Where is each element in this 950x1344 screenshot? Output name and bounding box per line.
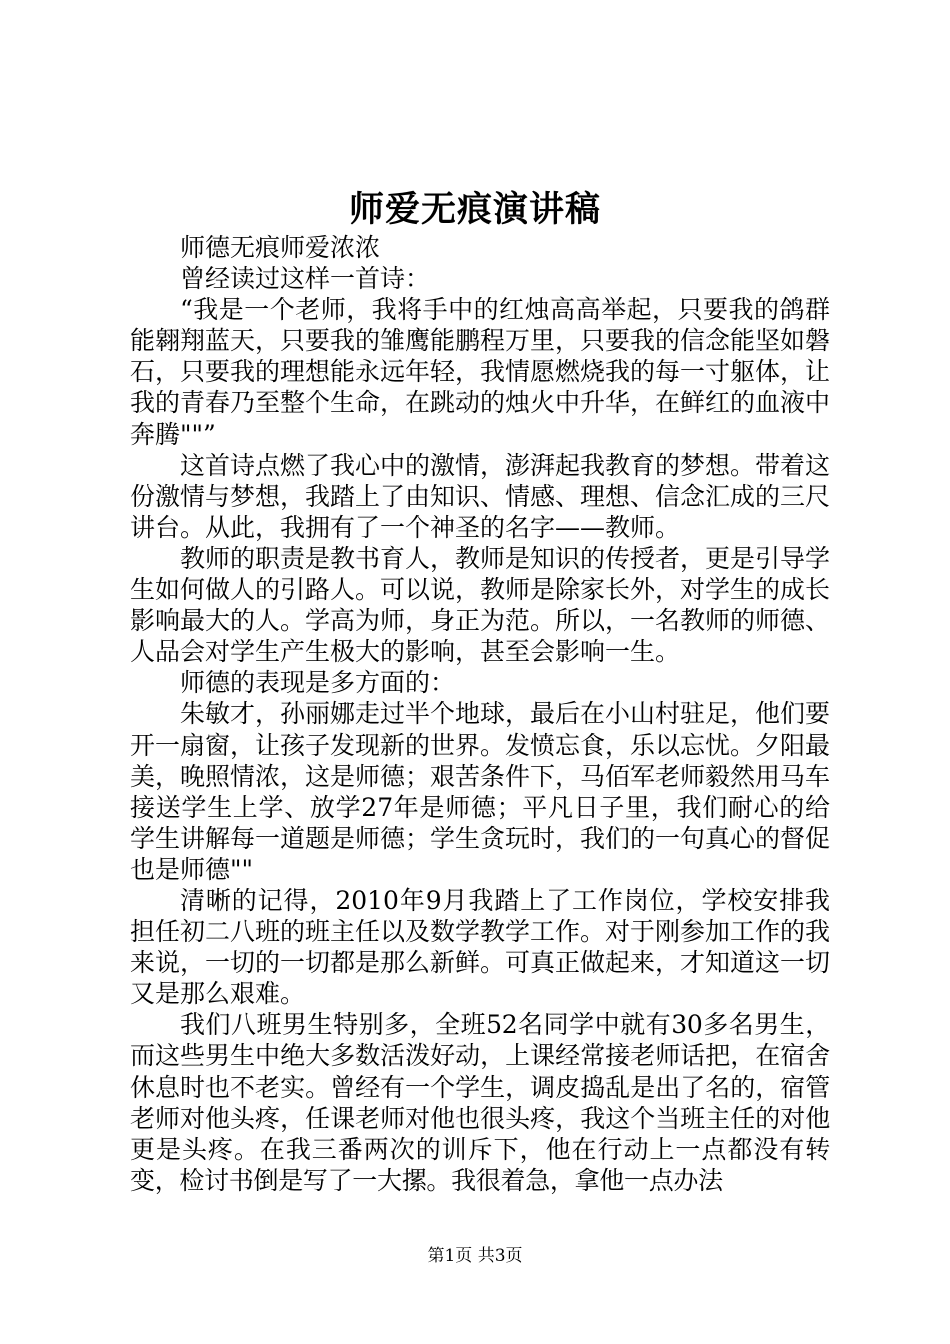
paragraph: 曾经读过这样一首诗： xyxy=(180,264,431,294)
document-body xyxy=(130,232,830,1196)
paragraph: 教师的职责是教书育人，教师是知识的传授者，更是引导学生如何做人的引路人。可以说，教师是除家长外，对学生的成长影响最大的人。学高为师，身正为范。所以，一名教师的师德、人品会对学生产生极大的影响，甚至会影响一生。 xyxy=(130,543,831,667)
paragraph: 我们八班男生特别多，全班52名同学中就有30多名男生，而这些男生中绝大多数活泼好动，上课经常接老师话把，在宿舍休息时也不老实。曾经有一个学生，调皮捣乱是出了名的，宿管老师对他头疼，任课老师对他也很头疼，我这个当班主任的对他更是头疼。在我三番两次的训斥下，他在行动上一点都没有转变，检讨书倒是写了一大摞。我很着急，拿他一点办法 xyxy=(130,1010,830,1195)
page-title: 师爱无痕演讲稿 xyxy=(348,189,601,230)
paragraph: 这首诗点燃了我心中的激情，澎湃起我教育的梦想。带着这份激情与梦想，我踏上了由知识、情感、理想、信念汇成的三尺讲台。从此，我拥有了一个神圣的名字——教师。 xyxy=(130,450,831,542)
paragraph: 师德无痕师爱浓浓 xyxy=(180,233,381,262)
paragraph: 朱敏才，孙丽娜走过半个地球，最后在小山村驻足，他们要开一扇窗，让孩子发现新的世界。发愤忘食，乐以忘忧。夕阳最美，晚照情浓，这是师德；艰苦条件下，马佰军老师毅然用马车接送学生上学、放学27年是师德；平凡日子里，我们耐心的给学生讲解每一道题是师德；学生贪玩时，我们的一句真心的督促也是师德"" xyxy=(130,699,831,884)
page-footer: 第1页 共3页 xyxy=(427,1246,523,1266)
paragraph: “我是一个老师，我将手中的红烛高高举起，只要我的鸽群能翱翔蓝天，只要我的雏鹰能鹏程万里，只要我的信念能坚如磐石，只要我的理想能永远年轻，我情愿燃烧我的每一寸躯体，让我的青春乃至整个生命，在跳动的烛火中升华，在鲜红的血液中奔腾""” xyxy=(130,295,831,449)
paragraph: 清晰的记得，2010年9月我踏上了工作岗位，学校安排我担任初二八班的班主任以及数学教学工作。对于刚参加工作的我来说，一切的一切都是那么新鲜。可真正做起来，才知道这一切又是那么艰难。 xyxy=(130,885,831,1009)
paragraph: 师德的表现是多方面的： xyxy=(180,668,456,698)
